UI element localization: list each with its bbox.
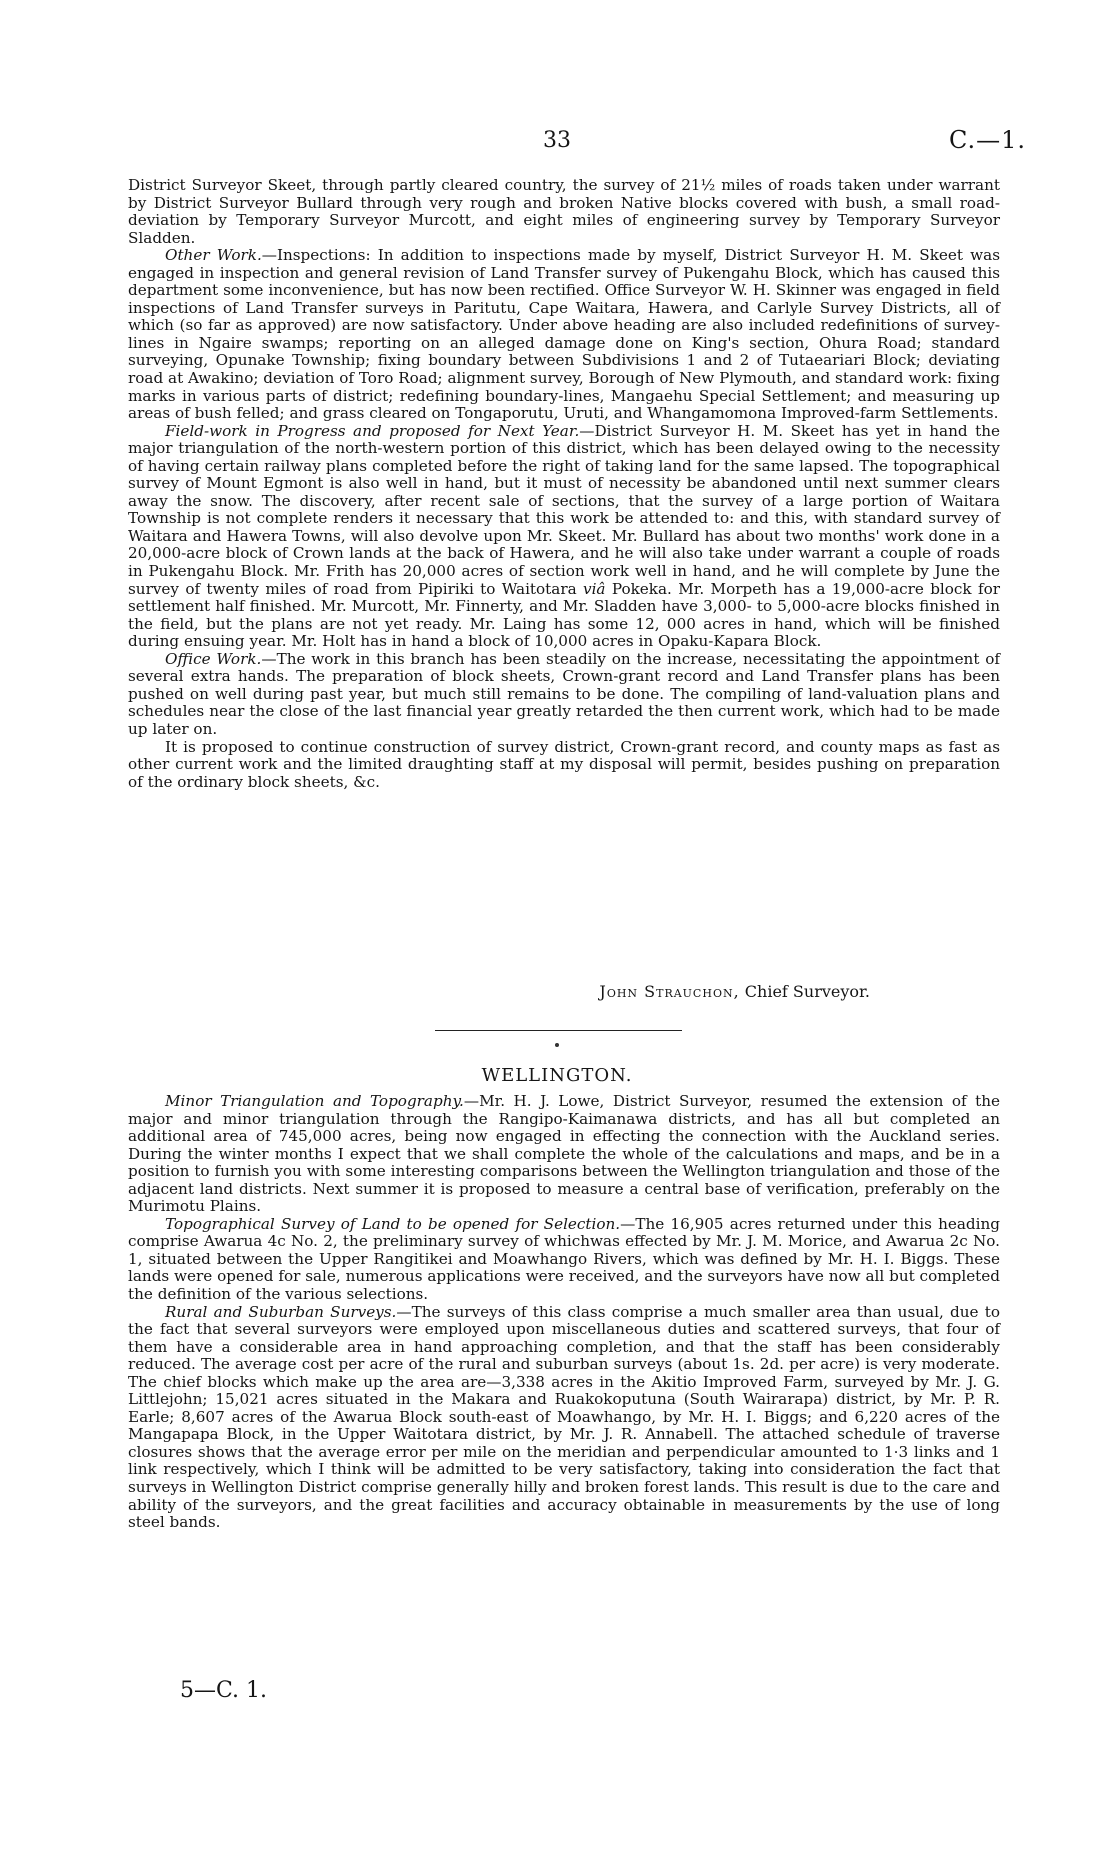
rural-suburban-text: —The surveys of this class comprise a much smaller area than usual, due to the fact that several surveyors were employed upon miscellaneous duties and scattered surveys, that four of them have a considerable area in hand approaching completion, and that the staff has been considerably reduced. The average cost per acre of the rural and suburban surveys (about 1s. 2d. per acre) is very moderate. The chief blocks which make up the area are—3,338 acres in the Akitio Improved Farm, surveyed by Mr. J. G. Littlejohn; 15,021 acres situated in the Makara and Ruakokoputuna (South Wairarapa) district, by Mr. P. R. Earle; 8,607 acres of the Awarua Block south-east of Moawhango, by Mr. H. I. Biggs; and 6,220 acres of the Mangapapa Block, in the Upper Waitotara district, by Mr. J. R. Annabell. The attached schedule of traverse closures shows that the average error per mile on the meridian and perpendicular amounted to 1·3 links and 1 link respectively, which I think will be admitted to be very satisfactory, taking into consideration the fact that surveys in Wellington District comprise generally hilly and broken forest lands. This result is due to the care and ability of the surveyors, and the great facilities and accuracy obtainable in measurements by the use of long steel bands. [128,1302,1000,1532]
signature-name: John Strauchon, [599,982,740,1001]
minor-triangulation-heading: Minor Triangulation and Topography. [165,1092,464,1110]
minor-triangulation-text: —Mr. H. J. Lowe, District Surveyor, resumed the extension of the major and minor triangulation through the Rangipo-Kaimanawa districts, and has all but completed an additional area of 745,000 acres, being now engaged in effecting the connection with the Auckland series. During the winter months I expect that we shall complete the whole of the calculations and maps, and be in a position to furnish you with some interesting comparisons between the Wellington triangulation and those of the adjacent land districts. Next summer it is proposed to measure a central base of verification, preferably on the Murimotu Plains. [128,1092,1000,1216]
divider-dot [555,1043,559,1047]
rural-suburban-heading: Rural and Suburban Surveys. [165,1302,397,1321]
fieldwork-text-continued: Pokeka. Mr. Morpeth has a 19,000-acre block for settlement half finished. Mr. Murcott, Mr. Finnerty, and Mr. Sladden have 3,000- to 5,000-acre blocks finished in the field, but the plans are not yet ready. Mr. Laing has some 12, 000 acres in hand, which will be finished during ensuing year. Mr. Holt has in hand a block of 10,000 acres in Opaku-Kapara Block. [128,579,1000,651]
topographical-survey-heading: Topographical Survey of Land to be opened for Selection. [165,1214,621,1233]
rural-suburban-paragraph [128,1304,1000,1532]
intro-paragraph: District Surveyor Skeet, through partly cleared country, the survey of 21½ miles of roads taken under warrant by District Surveyor Bullard through very rough and broken Native blocks covered with bush, a small road-deviation by Temporary Surveyor Murcott, and eight miles of engineering survey by Temporary Surveyor Sladden. [128,176,1000,247]
proposal-paragraph: It is proposed to continue construction of survey district, Crown-grant record, and county maps as fast as other current work and the limited draughting staff at my disposal will permit, besides pushing on preparation of the ordinary block sheets, &c. [128,737,1000,791]
topographical-survey-paragraph [128,1216,1000,1304]
fieldwork-text: —District Surveyor H. M. Skeet has yet in hand the major triangulation of the north-western portion of this district, which has been delayed owing to the necessity of having certain railway plans completed before the right of taking land for the same lapsed. The topographical survey of Mount Egmont is also well in hand, but it must of necessity be abandoned until next summer clears away the snow. The discovery, after recent sale of sections, that the survey of a large portion of Waitara Township is not complete renders it necessary that this work be attended to: and this, with standard survey of Waitara and Hawera Towns, will also devolve upon Mr. Skeet. Mr. Bullard has about two months' work done in a 20,000-acre block of Crown lands at the back of Hawera, and he will also take under warrant a couple of roads in Pukengahu Block. Mr. Frith has 20,000 acres of section work well in hand, and he will complete by June the survey of twenty miles of road from Pipiriki to Waitotara [128,421,1000,598]
footer-signature-mark: 5—C. 1. [180,1678,268,1703]
signature-title: Chief Surveyor. [744,982,870,1001]
minor-triangulation-paragraph [128,1093,1000,1216]
office-work-paragraph [128,651,1000,739]
topographical-survey-text: —The 16,905 acres returned under this heading comprise Awarua 4c No. 2, the preliminary survey of whichwas effected by Mr. J. M. Morice, and Awarua 2c No. 1, situated between the Upper Rangitikei and Moawhango Rivers, which was defined by Mr. H. I. Biggs. These lands were opened for sale, numerous applications were received, and the surveyors have now all but completed the definition of the various selections. [128,1214,1001,1304]
wellington-heading: WELLINGTON. [481,1065,633,1086]
chief-surveyor-signature [0,982,870,1001]
wellington-section [128,1093,1000,1532]
upper-report-section [128,177,1000,791]
other-work-paragraph [128,247,1000,422]
page-number: 33 [543,128,571,153]
fieldwork-paragraph [128,423,1000,651]
fieldwork-via: viâ [583,579,606,598]
section-divider [435,1030,682,1031]
document-reference: C.—1. [948,126,1026,154]
other-work-heading: Other Work. [165,246,262,265]
other-work-text: —Inspections: In addition to inspections made by myself, District Surveyor H. M. Skeet was engaged in inspection and general revision of Land Transfer survey of Pukengahu Block, which has caused this department some inconvenience, but has now been rectified. Office Surveyor W. H. Skinner was engaged in field inspections of Land Transfer surveys in Paritutu, Cape Waitara, Hawera, and Carlyle Survey Districts, all of which (so far as approved) are now satisfactory. Under above heading are also included redefinitions of survey-lines in Ngaire swamps; reporting on an alleged damage done on King's section, Ohura Road; standard surveying, Opunake Township; fixing boundary between Subdivisions 1 and 2 of Tutaeariari Block; deviating road at Awakino; deviation of Toro Road; alignment survey, Borough of New Plymouth, and standard work: fixing marks in various parts of district; redefining boundary-lines, Mangaehu Special Settlement; and measuring up areas of bush felled; and grass cleared on Tongaporutu, Uruti, and Whangamomona Improved-farm Settlements. [128,246,1000,423]
office-work-text: —The work in this branch has been steadily on the increase, necessitating the appointment of several extra hands. The preparation of block sheets, Crown-grant record and Land Transfer plans has been pushed on well during past year, but much still remains to be done. The compiling of land-valuation plans and schedules near the close of the last financial year greatly retarded the then current work, which had to be made up later on. [128,649,1001,738]
office-work-heading: Office Work. [165,649,262,668]
fieldwork-heading: Field-work in Progress and proposed for Next Year. [165,421,580,440]
